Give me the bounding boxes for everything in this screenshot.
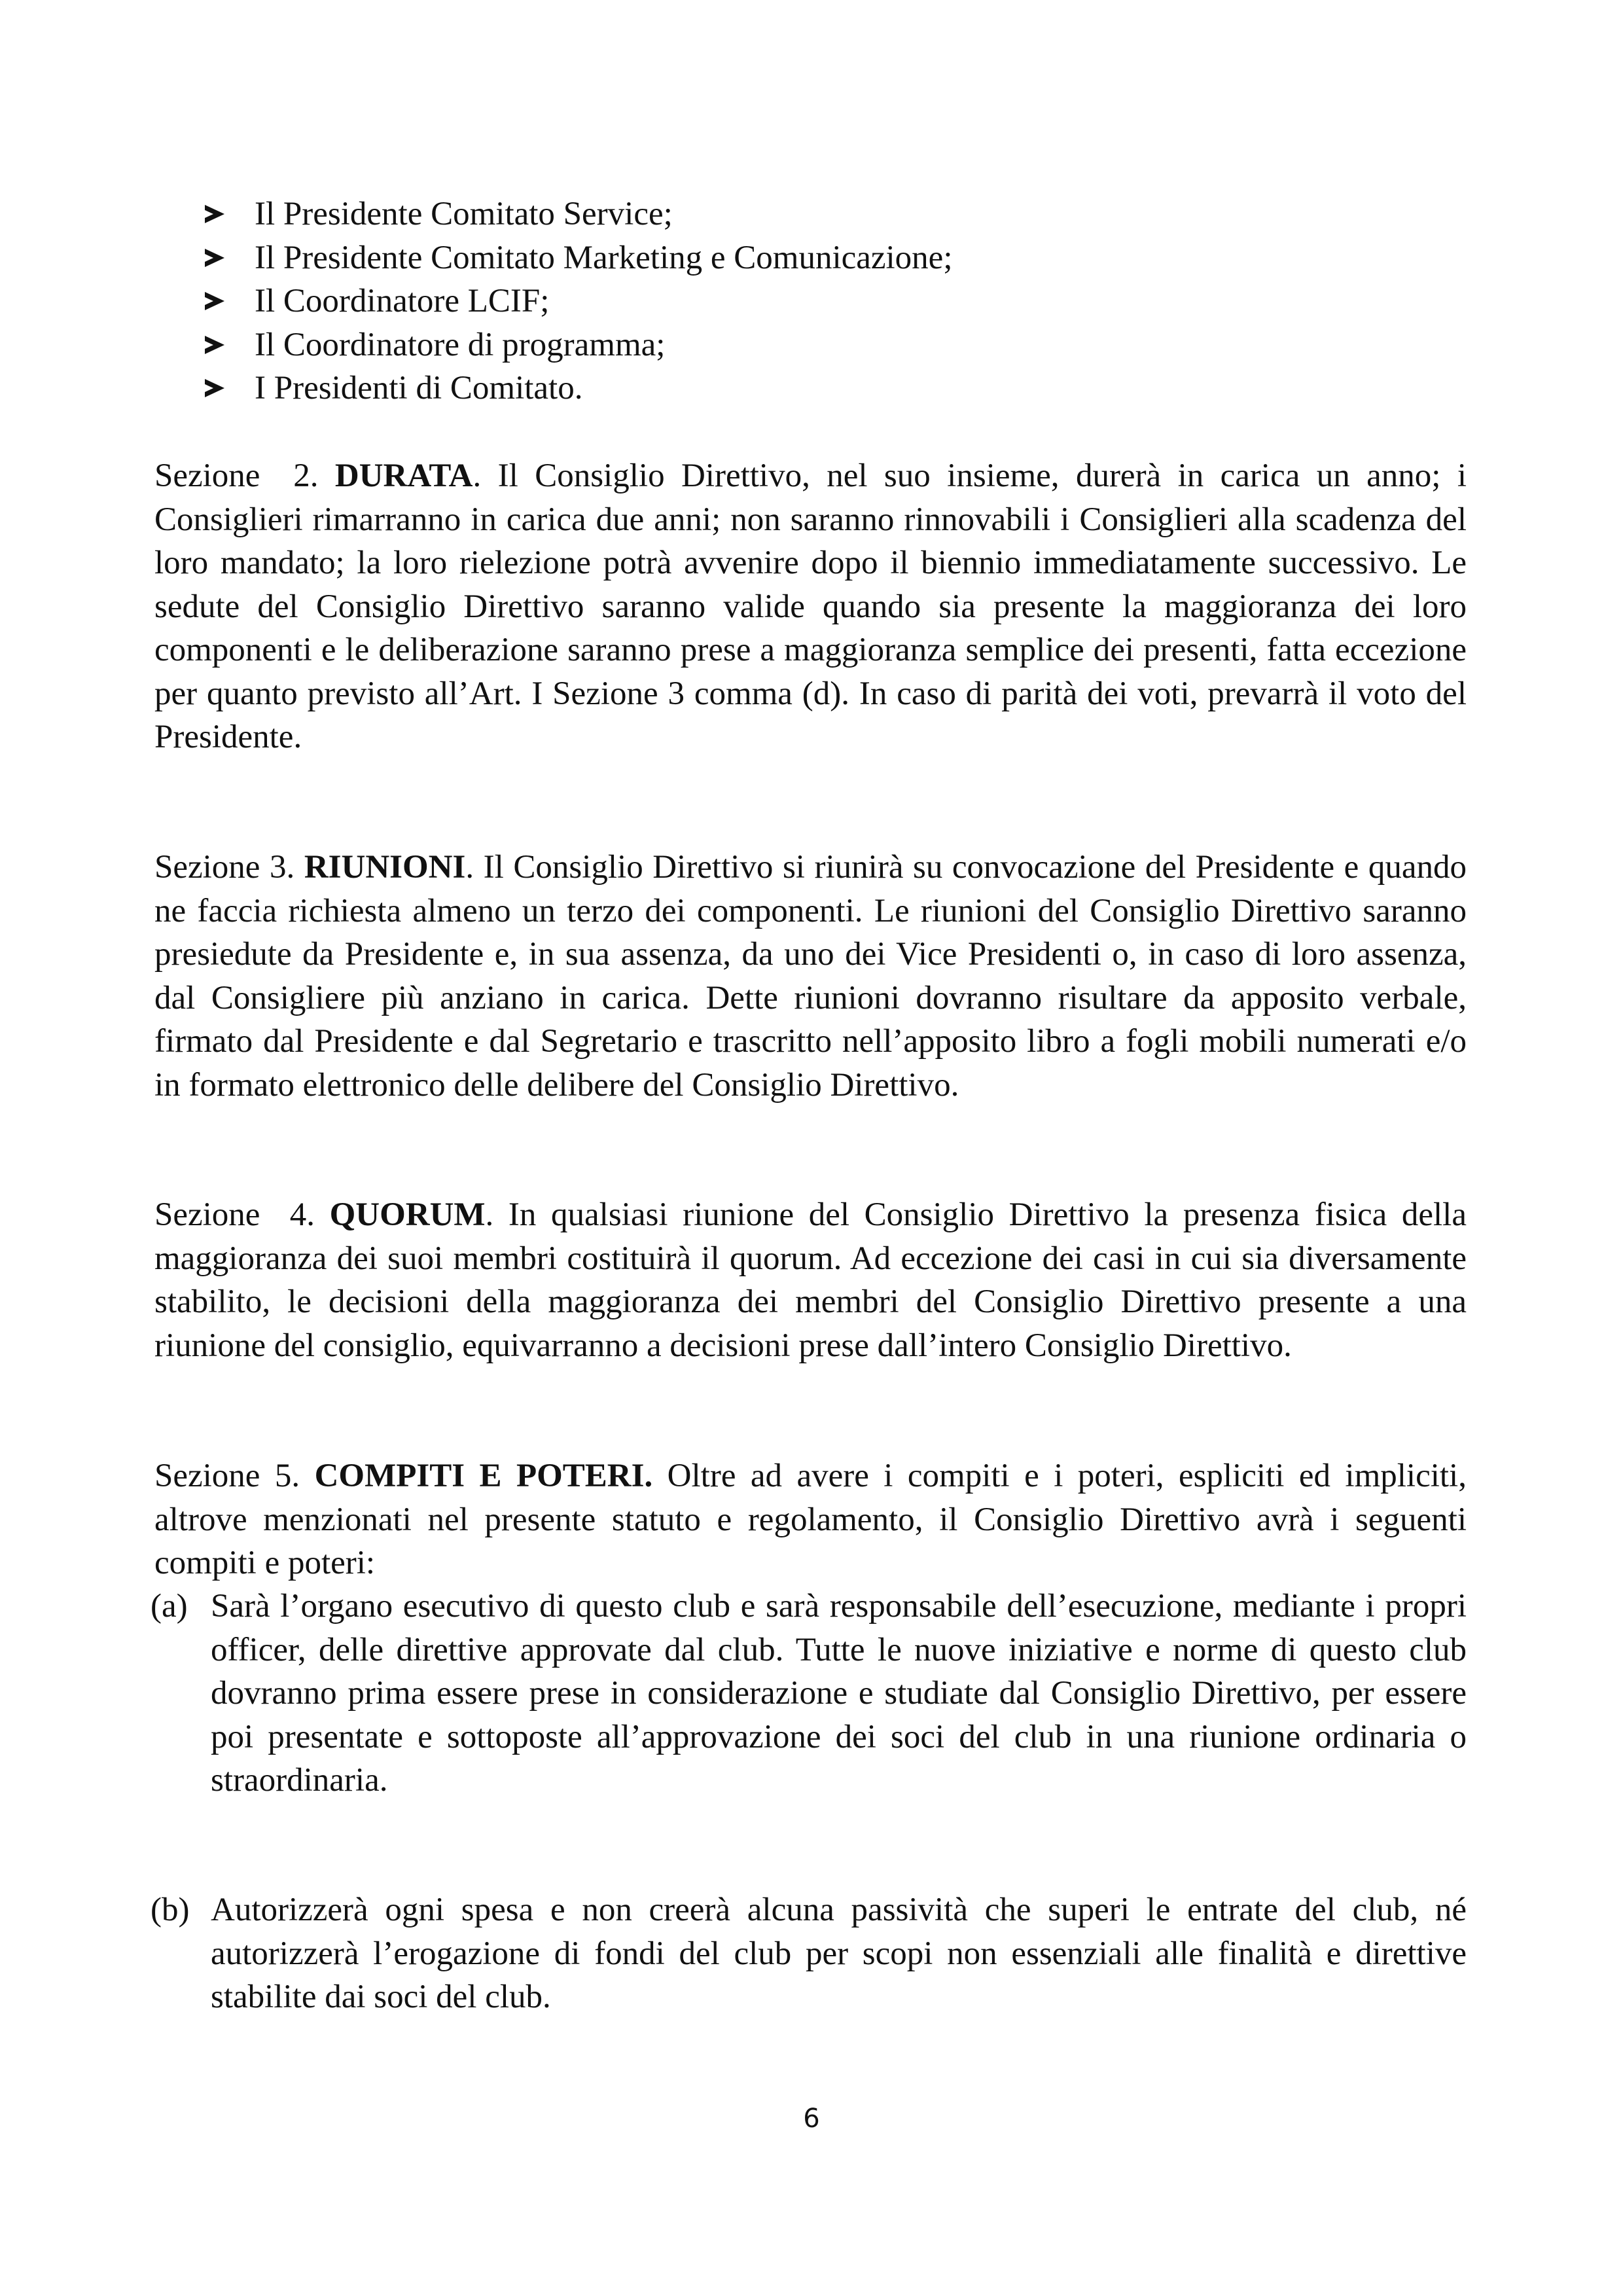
list-item: Il Presidente Comitato Service; (201, 192, 1444, 236)
list-item-a (151, 1585, 1467, 1803)
list-item: Il Presidente Comitato Marketing e Comunicazione; (201, 236, 1444, 280)
section-text: . In qualsiasi riunione del Consiglio Direttivo la presenza fisica della maggioranza dei suoi membri costituirà il quorum. Ad eccezione dei casi in cui sia diversamente stabilito, le decisioni della maggioranza dei membri del Consiglio Direttivo presente a una riunione del consiglio, equivarranno a decisioni prese dall’intero Consiglio Direttivo. (154, 1196, 1467, 1364)
arrow-bullet-icon (205, 249, 224, 267)
section-label: Sezione 3. (154, 849, 295, 886)
item-text: Autorizzerà ogni spesa e non creerà alcuna passività che superi le entrate del club, né autorizzerà l’erogazione di fondi del club per scopi non essenziali alle finalità e direttive stabilite dai soci del club. (211, 1892, 1467, 2015)
arrow-bullet-icon (205, 292, 224, 310)
section-label: Sezione 2. (154, 457, 319, 494)
list-item-b (151, 1888, 1467, 2019)
section-text: . Il Consiglio Direttivo si riunirà su convocazione del Presidente e quando ne faccia richiesta almeno un terzo dei componenti. Le riunioni del Consiglio Direttivo saranno presiedute da Presidente e, in sua assenza, da uno dei Vice Presidenti o, in caso di loro assenza, dal Consigliere più anziano in carica. Dette riunioni dovranno risultare da apposito verbale, firmato dal Presidente e dal Segretario e trascritto nell’apposito libro a fogli mobili numerati e/o in formato elettronico delle delibere del Consiglio Direttivo. (154, 849, 1467, 1103)
list-item: Il Coordinatore di programma; (201, 323, 1444, 367)
item-text: Sarà l’organo esecutivo di questo club e sarà responsabile dell’esecuzione, mediante i propri officer, delle direttive approvate dal club. Tutte le nuove iniziative e norme di questo club dovranno prima essere prese in considerazione e studiate dal Consiglio Direttivo, per essere poi presentate e sottoposte all’approvazione dei soci del club in una riunione ordinaria o straordinaria. (211, 1588, 1467, 1799)
page-number: 6 (803, 2104, 820, 2134)
section-text: Oltre ad avere i compiti e i poteri, espliciti ed impliciti, altrove menzionati nel presente statuto e regolamento, il Consiglio Direttivo avrà i seguenti compiti e poteri: (154, 1458, 1467, 1581)
item-label: (a) (151, 1588, 188, 1624)
arrow-bullet-icon (205, 379, 224, 397)
item-label: (b) (151, 1892, 190, 1928)
section-label: Sezione 5. (154, 1458, 300, 1494)
section-title: RIUNIONI (304, 849, 466, 886)
list-item: I Presidenti di Comitato. (201, 367, 1444, 410)
section-riunioni (154, 846, 1467, 1107)
arrow-bullet-icon (205, 205, 224, 223)
section-durata (154, 454, 1467, 759)
section-label: Sezione 4. (154, 1196, 315, 1233)
section-quorum (154, 1193, 1467, 1367)
section-title: QUORUM (329, 1196, 486, 1233)
section-title: COMPITI E POTERI. (314, 1458, 653, 1494)
section-compiti-e-poteri (154, 1454, 1467, 1585)
list-item: Il Coordinatore LCIF; (201, 279, 1444, 323)
bullet-list (201, 192, 1444, 410)
section-text: . Il Consiglio Direttivo, nel suo insieme, durerà in carica un anno; i Consiglieri rimarranno in carica due anni; non saranno rinnovabili i Consiglieri alla scadenza del loro mandato; la loro rielezione potrà avvenire dopo il biennio immediatamente successivo. Le sedute del Consiglio Direttivo saranno valide quando sia presente la maggioranza dei loro componenti e le deliberazione saranno prese a maggioranza semplice dei presenti, fatta eccezione per quanto previsto all’Art. I Sezione 3 comma (d). In caso di parità dei voti, prevarrà il voto del Presidente. (154, 457, 1467, 755)
section-title: DURATA (334, 457, 473, 494)
arrow-bullet-icon (205, 336, 224, 354)
